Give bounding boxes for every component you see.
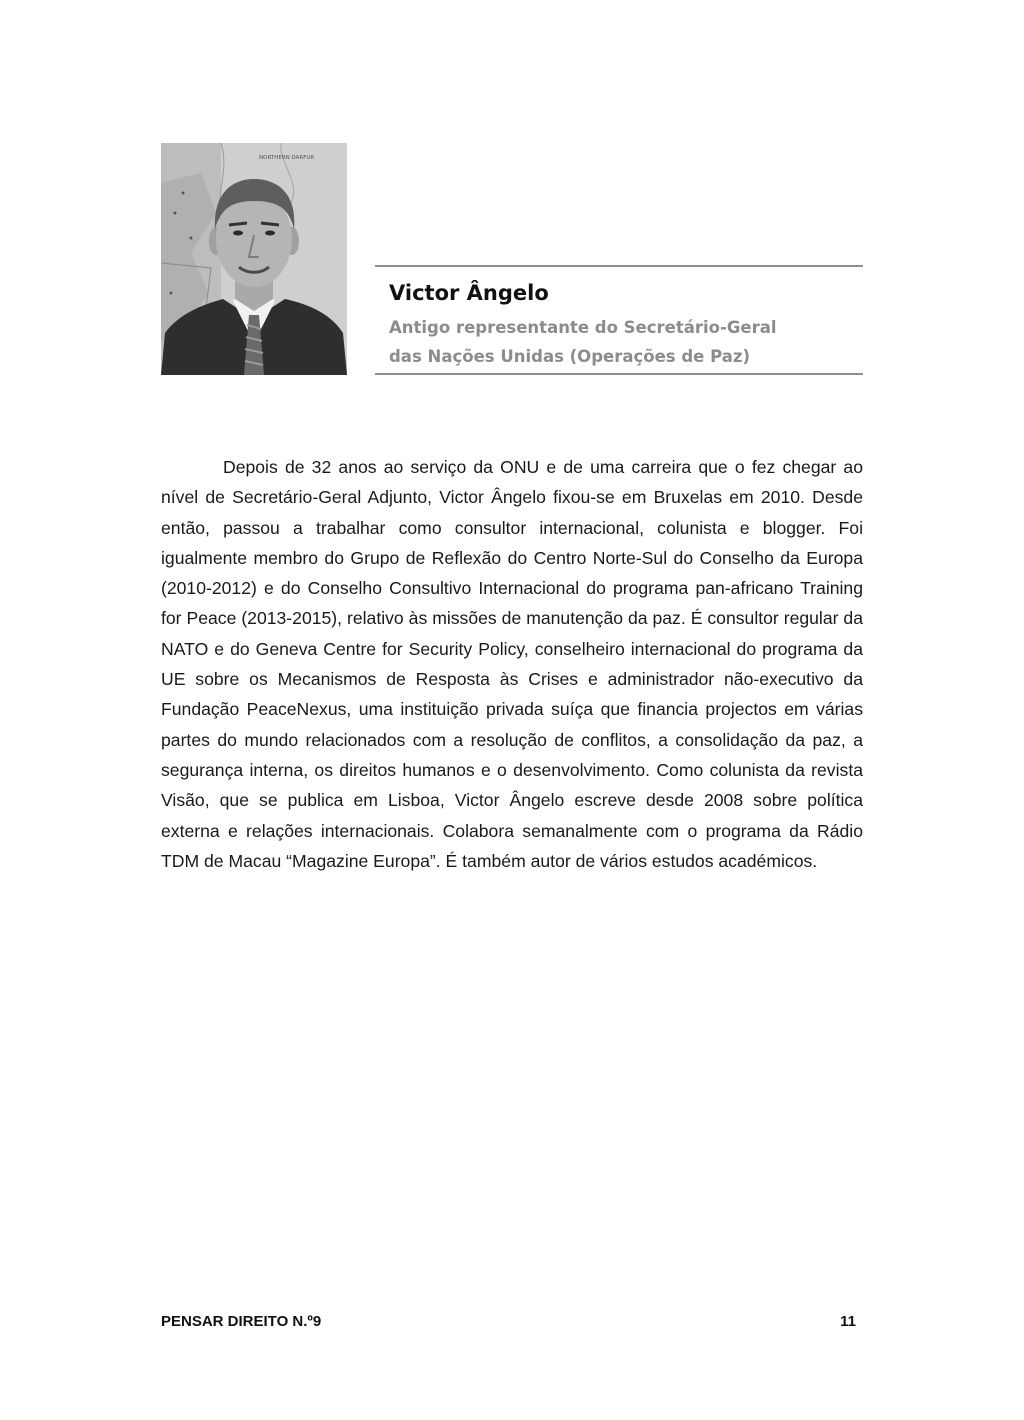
page-number: 11 — [840, 1313, 856, 1330]
author-header — [375, 265, 863, 375]
author-photo-image — [161, 143, 347, 375]
author-biography: Depois de 32 anos ao serviço da ONU e de uma carreira que o fez chegar ao nível de Secretário-Geral Adjunto, Victor Ângelo fixou-se em Bruxelas em 2010. Desde então, passou a trabalhar como consultor internacional, colunista e blogger. Foi igualmente membro do Grupo de Reflexão do Centro Norte-Sul do Conselho da Europa (2010-2012) e do Conselho Consultivo Internacional do programa pan-africano Training for Peace (2013-2015), relativo às missões de manutenção da paz. É consultor regular da NATO e do Geneva Centre for Security Policy, conselheiro internacional do programa da UE sobre os Mecanismos de Resposta às Crises e administrador não-executivo da Fundação PeaceNexus, uma instituição privada suíça que financia projectos em várias partes do mundo relacionados com a resolução de conflitos, a consolidação da paz, a segurança interna, os direitos humanos e o desenvolvimento. Como colunista da revista Visão, que se publica em Lisboa, Victor Ângelo escreve desde 2008 sobre política externa e relações internacionais. Colabora semanalmente com o programa da Rádio TDM de Macau “Magazine Europa”. É também autor de vários estudos académicos. — [161, 457, 863, 871]
author-photo — [161, 143, 347, 375]
map-label: NORTHERN DARFUR — [259, 155, 315, 161]
author-role — [389, 313, 777, 371]
author-name: Victor Ângelo — [389, 281, 549, 305]
author-role-line-1: Antigo representante do Secretário-Geral — [389, 318, 777, 337]
author-role-line-2: das Nações Unidas (Operações de Paz) — [389, 347, 751, 366]
publication-title: PENSAR DIREITO N.º9 — [161, 1313, 322, 1330]
